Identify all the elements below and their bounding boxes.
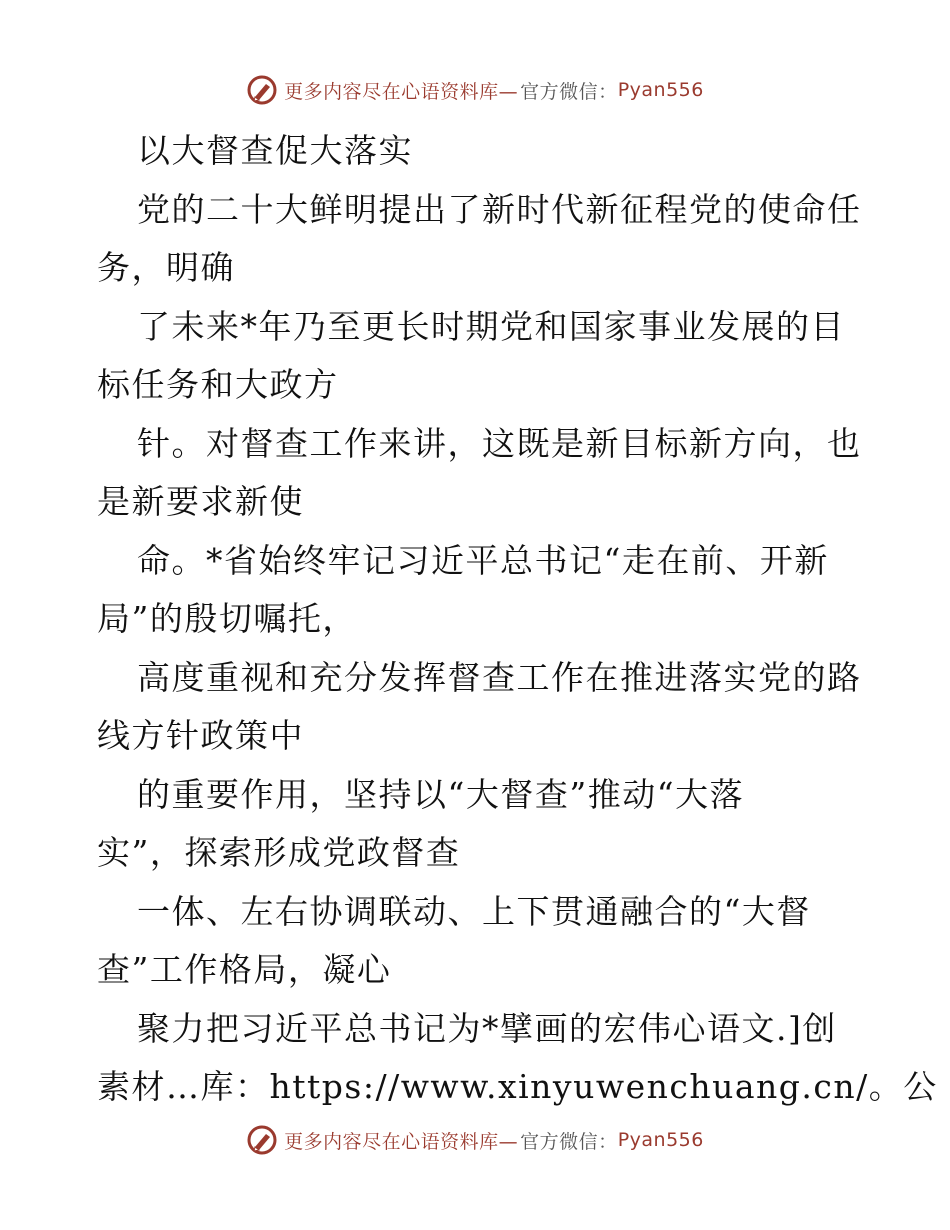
watermark-wechat-label: 官方微信： (520, 1130, 618, 1153)
pen-logo-icon (246, 74, 278, 106)
watermark-wechat-label: 官方微信： (520, 80, 618, 103)
text-line: 是新要求新使 (97, 482, 304, 521)
watermark-text: 更多内容尽在心语资料库— (284, 80, 519, 103)
text-line: 聚力把习近平总书记为*擘画的宏伟心语文.]创 (137, 1008, 837, 1048)
watermark-wechat-id: Pyan556 (617, 1129, 704, 1151)
text-line: 了未来*年乃至更长时期党和国家事业发展的目 (137, 306, 845, 346)
text-line: 针。对督查工作来讲，这既是新目标新方向，也 (137, 423, 862, 463)
text-line: 查”工作格局，凝心 (97, 950, 392, 989)
pen-logo-icon (246, 1124, 278, 1156)
text-line: 的重要作用，坚持以“大督查”推动“大落 (137, 774, 745, 814)
document-body (97, 122, 938, 1117)
text-line: 素材…库：https://www.xinyuwenchuang.cn/。公 (97, 1067, 938, 1106)
text-line: 务，明确 (97, 248, 235, 287)
text-line: 命。*省始终牢记习近平总书记“走在前、开新 (137, 540, 829, 580)
document-title: 以大督查促大落实 (137, 131, 413, 170)
text-line: 一体、左右协调联动、上下贯通融合的“大督 (137, 891, 811, 931)
footer-watermark (0, 1120, 950, 1160)
text-line: 线方针政策中 (97, 716, 304, 755)
text-line: 标任务和大政方 (97, 365, 339, 404)
text-line: 高度重视和充分发挥督查工作在推进落实党的路 (137, 657, 862, 697)
watermark-wechat-id: Pyan556 (617, 79, 704, 101)
text-line: 局”的殷切嘱托， (97, 599, 357, 638)
text-line: 党的二十大鲜明提出了新时代新征程党的使命任 (137, 189, 862, 229)
text-line: 实”，探索形成党政督查 (97, 833, 461, 872)
header-watermark (0, 70, 950, 110)
watermark-text: 更多内容尽在心语资料库— (284, 1130, 519, 1153)
